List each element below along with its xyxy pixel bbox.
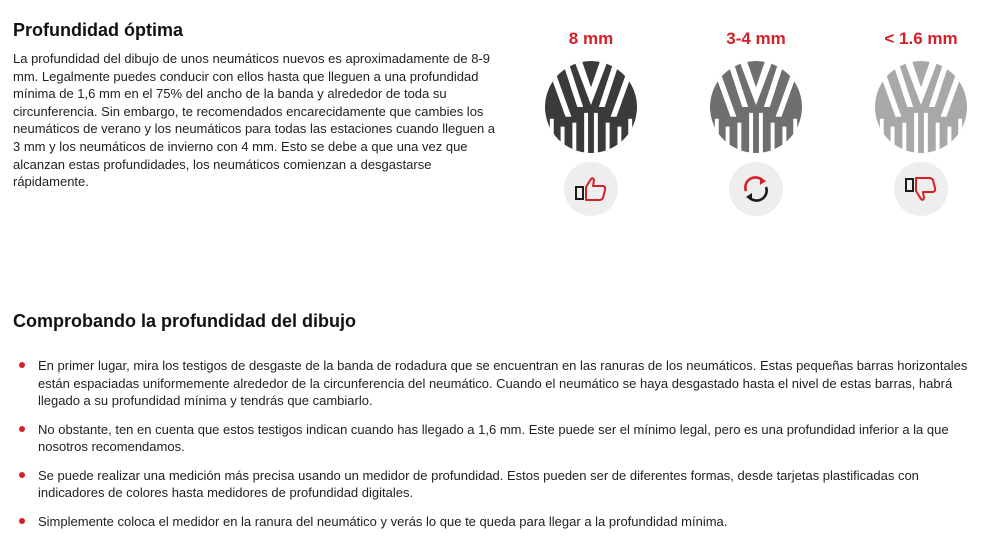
optimal-depth-section	[13, 18, 503, 191]
tire-under-1-6mm	[866, 28, 976, 204]
rotate-arrows-icon	[739, 172, 773, 206]
depth-label: 8 mm	[568, 29, 614, 48]
checking-steps-list	[13, 357, 983, 530]
badge	[729, 162, 783, 216]
depth-label: < 1.6 mm	[884, 29, 958, 48]
list-item: Se puede realizar una medición más precisa usando un medidor de profundidad. Estos pueden ser de diferentes formas, desde tarjetas plastificadas con indicadores de colores hasta medidores de profundidad digitales.	[13, 467, 983, 502]
thumbs-up-icon	[574, 176, 608, 202]
tire-tread-icon	[707, 58, 805, 156]
tire-depth-illustrations	[536, 28, 976, 218]
tire-tread-icon	[542, 58, 640, 156]
checking-depth-title: Comprobando la profundidad del dibujo	[13, 311, 356, 331]
optimal-depth-text: La profundidad del dibujo de unos neumáticos nuevos es aproximadamente de 8-9 mm. Legalmente puedes conducir con ellos hasta que lleguen a una profundidad mínima de 1,6 mm en el 75% del ancho de la banda y alrededor de toda su circunferencia. Sin embargo, te recomendados encarecidamente que cambies los neumáticos de verano y los neumáticos para todas las estaciones cuando lleguen a 3 mm y los neumáticos de invierno con 4 mm. Esto se debe a que una vez que alcanzan estas profundidades, los neumáticos comienzan a desgastarse rápidamente.	[13, 51, 496, 190]
list-item: Simplemente coloca el medidor en la ranura del neumático y verás lo que te queda para llegar a la profundidad mínima.	[13, 513, 983, 531]
thumbs-down-icon	[904, 176, 938, 202]
badge	[894, 162, 948, 216]
tire-tread-icon	[872, 58, 970, 156]
depth-label: 3-4 mm	[726, 29, 786, 48]
list-item: En primer lugar, mira los testigos de desgaste de la banda de rodadura que se encuentran en las ranuras de los neumáticos. Estas pequeñas barras horizontales están espaciadas uniformemente alrededor de la circunferencia del neumático. Cuando el neumático se haya desgastado hasta el nivel de estas barras, habrá llegado a su profundidad mínima y tendrás que cambiarlo.	[13, 357, 983, 410]
tire-8mm	[536, 28, 646, 204]
tire-3-4mm	[701, 28, 811, 204]
checking-depth-section	[13, 309, 983, 541]
list-item: No obstante, ten en cuenta que estos testigos indican cuando has llegado a 1,6 mm. Este puede ser el mínimo legal, pero es una profundidad inferior a la que nosotros recomendamos.	[13, 421, 983, 456]
optimal-depth-title: Profundidad óptima	[13, 20, 183, 40]
badge	[564, 162, 618, 216]
